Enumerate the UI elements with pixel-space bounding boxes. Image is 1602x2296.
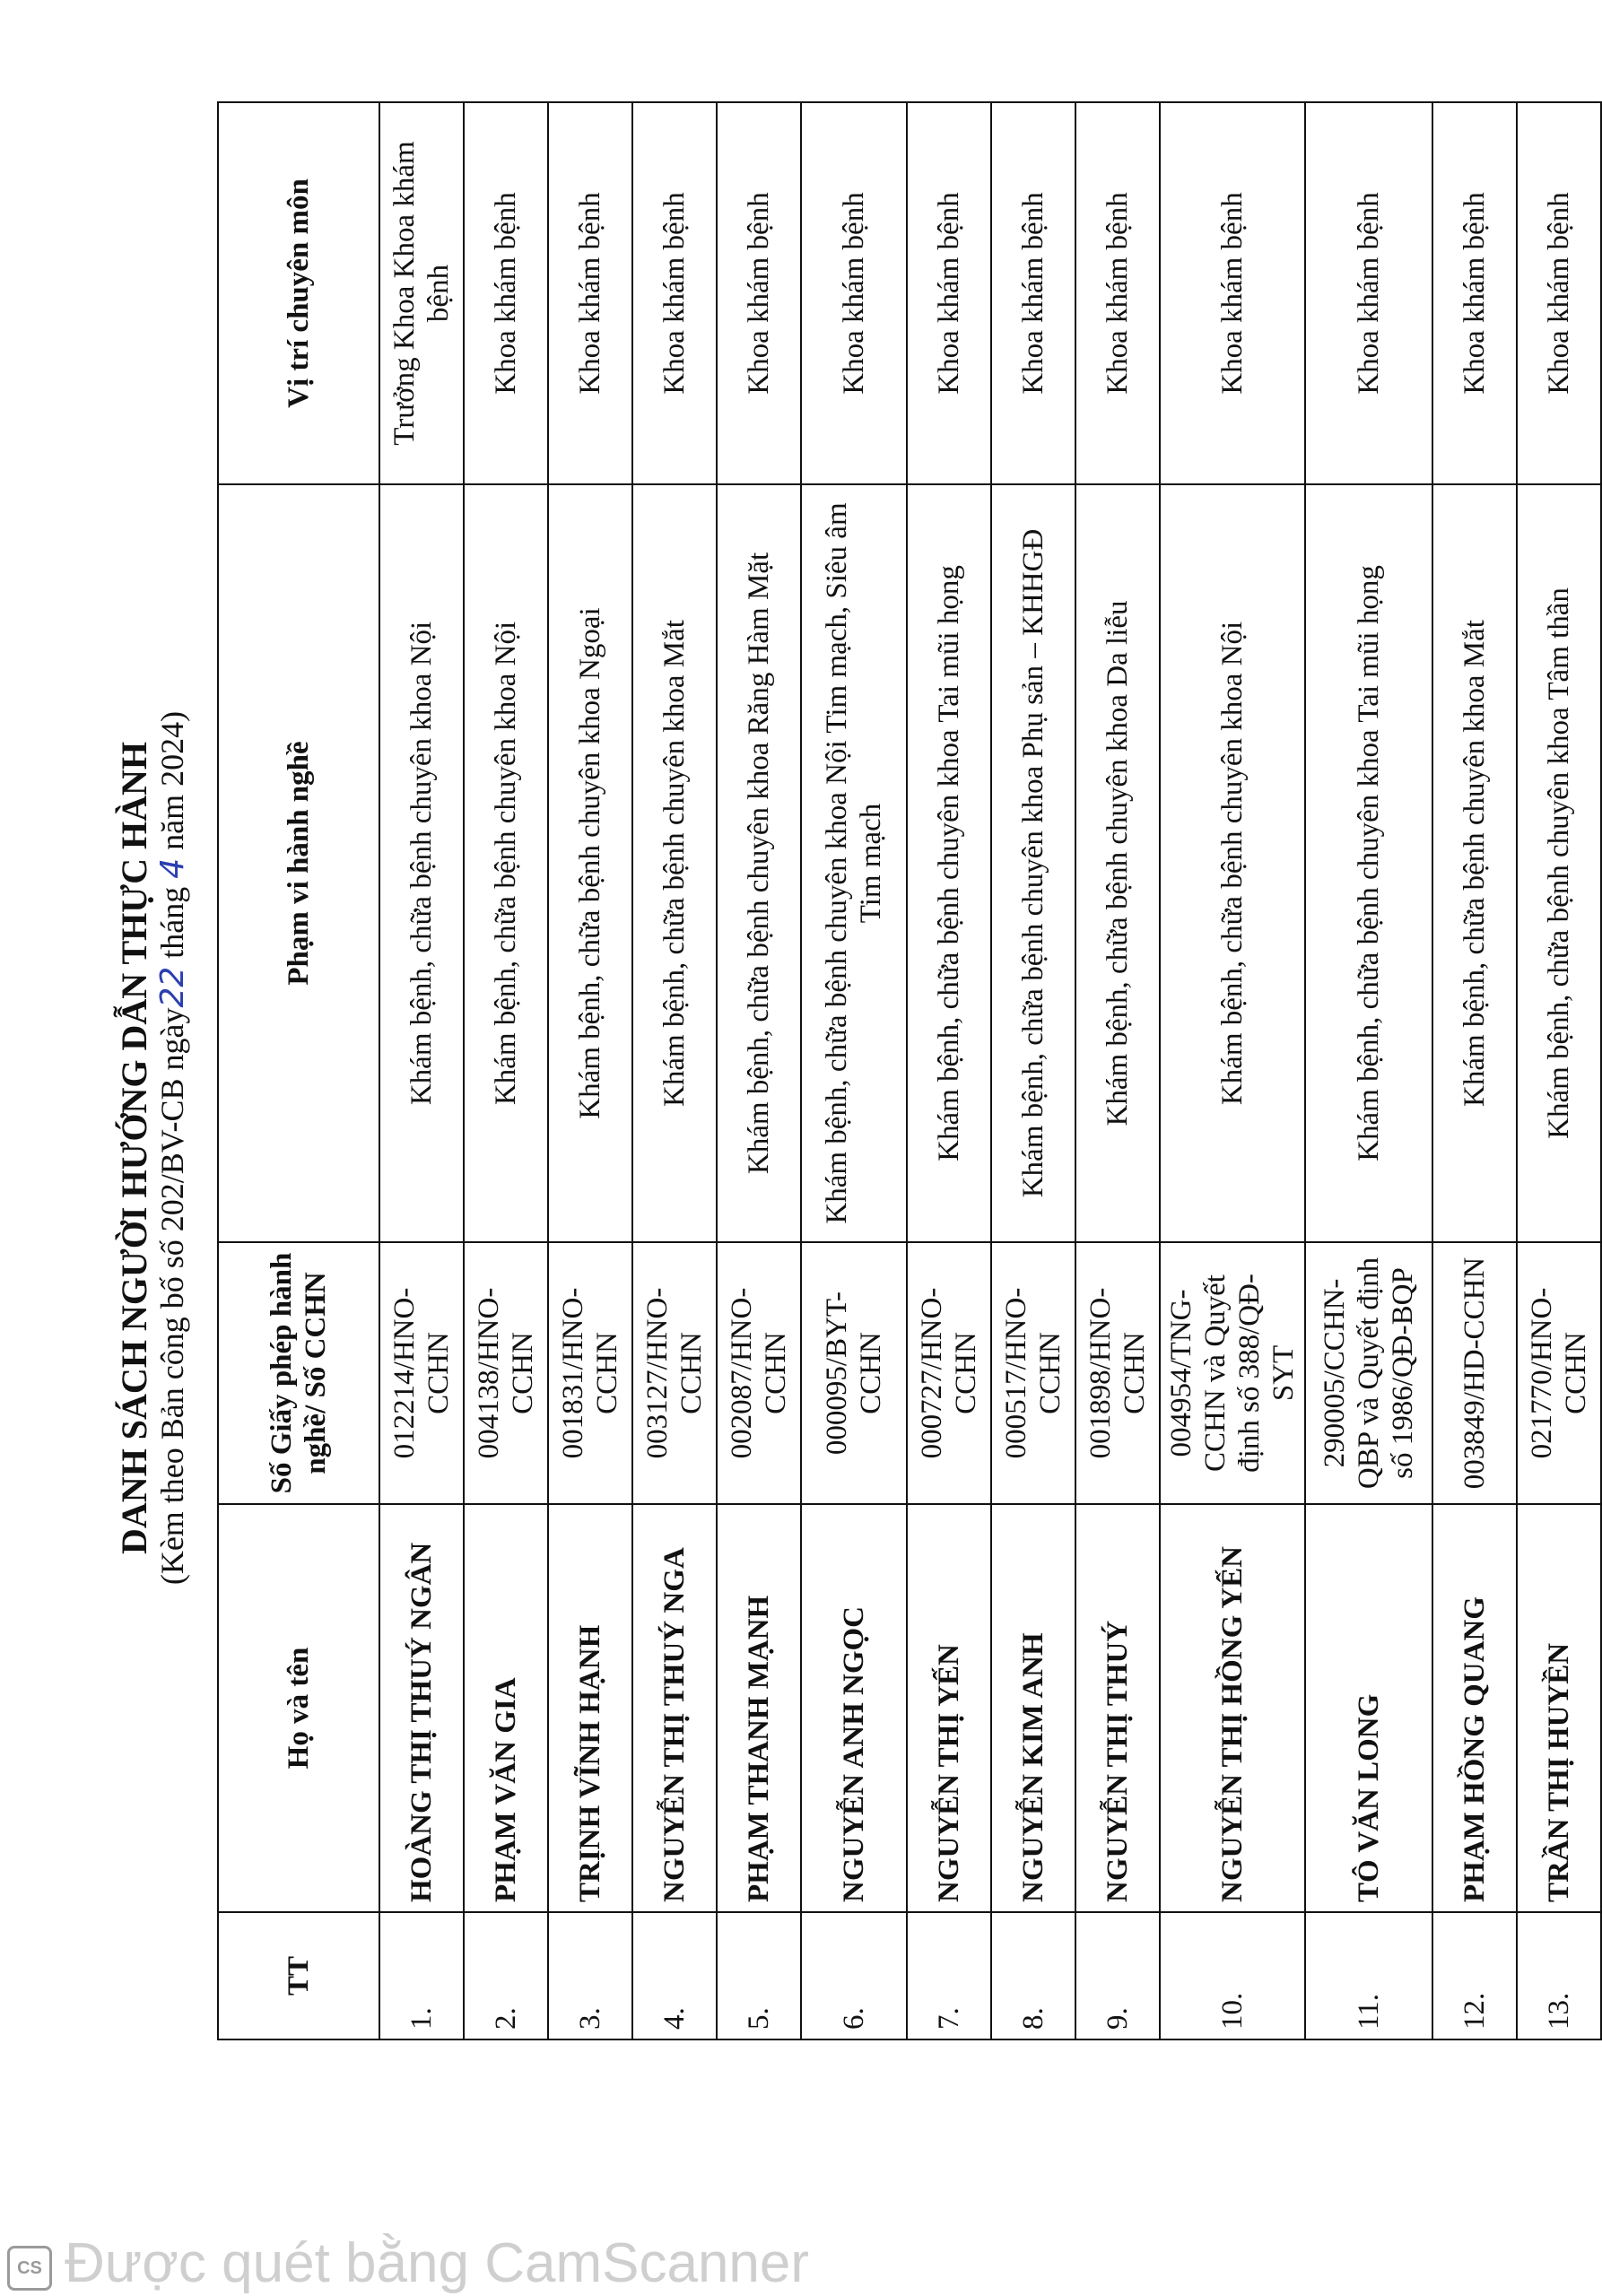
header-license: Số Giấy phép hành nghề/ Số CCHN bbox=[218, 1242, 379, 1504]
camscanner-logo-icon: CS bbox=[7, 2246, 52, 2291]
row-name: HOÀNG THỊ THUÝ NGÂN bbox=[379, 1504, 464, 1912]
table-row bbox=[907, 102, 991, 2039]
row-license: 290005/CCHN-QBP và Quyết định số 1986/QĐ-BQP bbox=[1305, 1242, 1432, 1504]
row-number: 7. bbox=[907, 1912, 991, 2039]
header-name: Họ và tên bbox=[218, 1504, 379, 1912]
subtitle-suffix: năm 2024) bbox=[154, 710, 190, 850]
row-number: 11. bbox=[1305, 1912, 1432, 2039]
row-scope: Khám bệnh, chữa bệnh chuyên khoa Ngoại bbox=[548, 484, 632, 1242]
document-subtitle bbox=[154, 0, 191, 2296]
row-name: TRẦN THỊ HUYỀN bbox=[1517, 1504, 1601, 1912]
row-name: NGUYỄN THỊ THUÝ NGA bbox=[632, 1504, 717, 1912]
row-license: 004138/HNO-CCHN bbox=[464, 1242, 548, 1504]
handwritten-day: 22 bbox=[154, 966, 191, 1008]
header-position: Vị trí chuyên môn bbox=[218, 102, 379, 484]
row-position: Khoa khám bệnh bbox=[991, 102, 1075, 484]
instructor-table bbox=[217, 101, 1602, 2040]
row-scope: Khám bệnh, chữa bệnh chuyên khoa Nội bbox=[1160, 484, 1305, 1242]
row-scope: Khám bệnh, chữa bệnh chuyên khoa Răng Hàm Mặt bbox=[717, 484, 801, 1242]
table-row bbox=[632, 102, 717, 2039]
row-scope: Khám bệnh, chữa bệnh chuyên khoa Nội Tim mạch, Siêu âm Tim mạch bbox=[801, 484, 907, 1242]
row-name: NGUYỄN THỊ HỒNG YẾN bbox=[1160, 1504, 1305, 1912]
row-number: 2. bbox=[464, 1912, 548, 2039]
table-row bbox=[1075, 102, 1160, 2039]
row-scope: Khám bệnh, chữa bệnh chuyên khoa Phụ sản – KHHGĐ bbox=[991, 484, 1075, 1242]
table-row bbox=[464, 102, 548, 2039]
row-license: 003849/HD-CCHN bbox=[1432, 1242, 1517, 1504]
table-row bbox=[801, 102, 907, 2039]
row-number: 5. bbox=[717, 1912, 801, 2039]
row-position: Khoa khám bệnh bbox=[1517, 102, 1601, 484]
row-number: 4. bbox=[632, 1912, 717, 2039]
row-license: 002087/HNO-CCHN bbox=[717, 1242, 801, 1504]
row-number: 12. bbox=[1432, 1912, 1517, 2039]
row-license: 003127/HNO-CCHN bbox=[632, 1242, 717, 1504]
table-row bbox=[1305, 102, 1432, 2039]
row-scope: Khám bệnh, chữa bệnh chuyên khoa Nội bbox=[464, 484, 548, 1242]
row-position: Khoa khám bệnh bbox=[632, 102, 717, 484]
row-number: 8. bbox=[991, 1912, 1075, 2039]
row-name: TRỊNH VĨNH HẠNH bbox=[548, 1504, 632, 1912]
row-license: 000727/HNO-CCHN bbox=[907, 1242, 991, 1504]
row-number: 1. bbox=[379, 1912, 464, 2039]
row-scope: Khám bệnh, chữa bệnh chuyên khoa Tai mũi họng bbox=[907, 484, 991, 1242]
row-name: PHẠM THANH MẠNH bbox=[717, 1504, 801, 1912]
row-license: 012214/HNO-CCHN bbox=[379, 1242, 464, 1504]
row-position: Khoa khám bệnh bbox=[1432, 102, 1517, 484]
row-license: 000517/HNO-CCHN bbox=[991, 1242, 1075, 1504]
row-license: 021770/HNO-CCHN bbox=[1517, 1242, 1601, 1504]
row-number: 10. bbox=[1160, 1912, 1305, 2039]
table-header-row bbox=[218, 102, 379, 2039]
table-row bbox=[1517, 102, 1601, 2039]
row-position: Khoa khám bệnh bbox=[1160, 102, 1305, 484]
table-row bbox=[717, 102, 801, 2039]
row-license: 004954/TNG-CCHN và Quyết định số 388/QĐ-SYT bbox=[1160, 1242, 1305, 1504]
watermark-text: Được quét bằng CamScanner bbox=[65, 2232, 810, 2294]
row-scope: Khám bệnh, chữa bệnh chuyên khoa Da liễu bbox=[1075, 484, 1160, 1242]
row-name: TÔ VĂN LONG bbox=[1305, 1504, 1432, 1912]
row-position: Khoa khám bệnh bbox=[717, 102, 801, 484]
row-position: Trưởng Khoa Khoa khám bệnh bbox=[379, 102, 464, 484]
table-row bbox=[548, 102, 632, 2039]
row-scope: Khám bệnh, chữa bệnh chuyên khoa Tâm thần bbox=[1517, 484, 1601, 1242]
row-scope: Khám bệnh, chữa bệnh chuyên khoa Mắt bbox=[632, 484, 717, 1242]
subtitle-month-label: tháng bbox=[154, 886, 190, 959]
row-number: 6. bbox=[801, 1912, 907, 2039]
row-name: NGUYỄN ANH NGỌC bbox=[801, 1504, 907, 1912]
row-position: Khoa khám bệnh bbox=[1075, 102, 1160, 484]
row-number: 9. bbox=[1075, 1912, 1160, 2039]
subtitle-prefix: (Kèm theo Bản công bố số 202/BV-CB ngày bbox=[154, 1007, 190, 1586]
row-name: NGUYỄN THỊ YẾN bbox=[907, 1504, 991, 1912]
table-row bbox=[1432, 102, 1517, 2039]
row-position: Khoa khám bệnh bbox=[464, 102, 548, 484]
row-scope: Khám bệnh, chữa bệnh chuyên khoa Tai mũi họng bbox=[1305, 484, 1432, 1242]
row-license: 001831/HNO-CCHN bbox=[548, 1242, 632, 1504]
row-position: Khoa khám bệnh bbox=[1305, 102, 1432, 484]
handwritten-month: 4 bbox=[154, 857, 191, 879]
row-position: Khoa khám bệnh bbox=[548, 102, 632, 484]
row-position: Khoa khám bệnh bbox=[907, 102, 991, 484]
table-row bbox=[379, 102, 464, 2039]
header-tt: TT bbox=[218, 1912, 379, 2039]
title-block bbox=[115, 0, 191, 2296]
header-scope: Phạm vi hành nghề bbox=[218, 484, 379, 1242]
row-position: Khoa khám bệnh bbox=[801, 102, 907, 484]
table-row bbox=[991, 102, 1075, 2039]
row-name: PHẠM VĂN GIA bbox=[464, 1504, 548, 1912]
table-row bbox=[1160, 102, 1305, 2039]
document-title: DANH SÁCH NGƯỜI HƯỚNG DẪN THỰC HÀNH bbox=[114, 742, 154, 1554]
row-scope: Khám bệnh, chữa bệnh chuyên khoa Nội bbox=[379, 484, 464, 1242]
row-license: 001898/HNO-CCHN bbox=[1075, 1242, 1160, 1504]
row-license: 000095/BYT-CCHN bbox=[801, 1242, 907, 1504]
row-name: NGUYỄN KIM ANH bbox=[991, 1504, 1075, 1912]
row-name: NGUYỄN THỊ THUÝ bbox=[1075, 1504, 1160, 1912]
row-number: 3. bbox=[548, 1912, 632, 2039]
row-number: 13. bbox=[1517, 1912, 1601, 2039]
scanner-watermark bbox=[0, 2231, 1076, 2296]
row-name: PHẠM HỒNG QUANG bbox=[1432, 1504, 1517, 1912]
row-scope: Khám bệnh, chữa bệnh chuyên khoa Mắt bbox=[1432, 484, 1517, 1242]
